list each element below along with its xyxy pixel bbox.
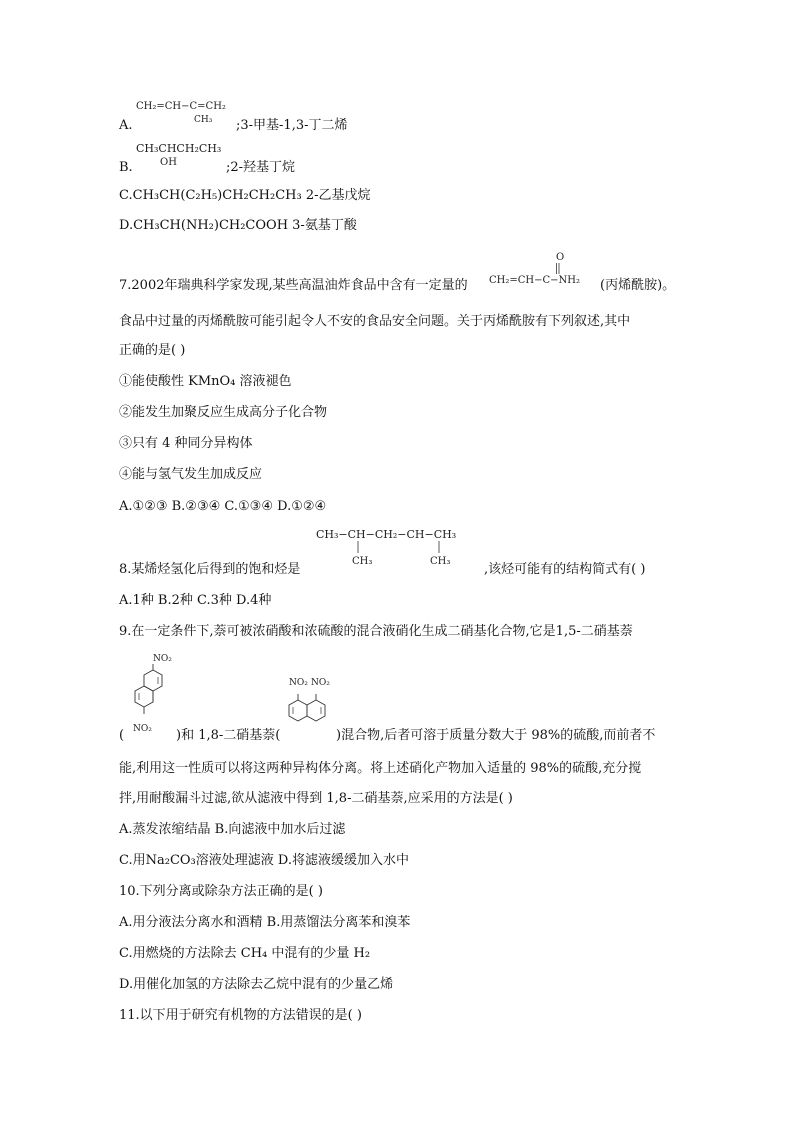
q7-structure-acrylamide: CH₂=CH−C−NH₂ bbox=[489, 275, 581, 286]
q8-stem-a: 8.某烯烃氢化后得到的饱和烃是 bbox=[119, 562, 301, 577]
q6-optA-methyl-branch: CH₃ bbox=[194, 115, 213, 125]
q9-paren-open: ( bbox=[119, 728, 125, 743]
q8-choices: A.1种 B.2种 C.3种 D.4种 bbox=[119, 593, 272, 608]
q9-line-3: 能,利用这一性质可以将这两种异构体分离。将上述硝化产物加入适量的 98%的硫酸,充分搅 bbox=[119, 761, 642, 776]
q7-item-2: ②能发生加聚反应生成高分子化合物 bbox=[119, 405, 328, 420]
q7-stem-b: (丙烯酰胺)。 bbox=[600, 278, 676, 293]
q9-tail-text: )混合物,后者可溶于质量分数大于 98%的硫酸,而前者不 bbox=[336, 728, 656, 743]
q9-mol1-nitro-bottom: NO₂ bbox=[133, 724, 152, 734]
q9-mol2-nitro-right: NO₂ bbox=[311, 678, 330, 688]
q6-optC: C.CH₃CH(C₂H₅)CH₂CH₂CH₃ 2-乙基戊烷 bbox=[119, 188, 371, 203]
q11-stem: 11.以下用于研究有机物的方法错误的是( ) bbox=[119, 1008, 362, 1023]
q7-line-3: 正确的是( ) bbox=[119, 343, 186, 358]
q9-choices-ab: A.蒸发浓缩结晶 B.向滤液中加水后过滤 bbox=[119, 822, 346, 837]
q9-mol1-naphthalene-rings bbox=[122, 664, 182, 728]
q9-line-4: 拌,用耐酸漏斗过滤,欲从滤液中得到 1,8-二硝基萘,应采用的方法是( ) bbox=[119, 791, 513, 806]
q8-branch-1: CH₃ bbox=[352, 556, 373, 567]
q9-mol2-naphthalene-rings bbox=[282, 690, 342, 736]
q6-optB-letter: B. bbox=[119, 160, 133, 175]
q7-item-4: ④能与氢气发生加成反应 bbox=[119, 467, 263, 482]
q9-mid-text: )和 1,8-二硝基萘( bbox=[176, 728, 281, 743]
q9-line-1: 9.在一定条件下,萘可被浓硝酸和浓硫酸的混合液硝化生成二硝基化合物,它是1,5-二硝基萘 bbox=[119, 624, 633, 639]
q10-choice-c: C.用燃烧的方法除去 CH₄ 中混有的少量 H₂ bbox=[119, 946, 371, 961]
q10-choice-d: D.用催化加氢的方法除去乙烷中混有的少量乙烯 bbox=[119, 977, 394, 992]
q6-optB-hydroxyl-branch: OH bbox=[160, 157, 177, 168]
q9-mol2-nitro-left: NO₂ bbox=[289, 678, 308, 688]
q7-item-3: ③只有 4 种同分异构体 bbox=[119, 436, 253, 451]
q6-optB-name: ;2-羟基丁烷 bbox=[226, 160, 296, 175]
q7-choices: A.①②③ B.②③④ C.①③④ D.①②④ bbox=[119, 499, 327, 514]
q9-choices-cd: C.用Na₂CO₃溶液处理滤液 D.将滤液缓缓加入水中 bbox=[119, 853, 409, 868]
q6-optD: D.CH₃CH(NH₂)CH₂COOH 3-氨基丁酸 bbox=[119, 218, 357, 233]
q6-optA-formula: CH₂=CH−C=CH₂ bbox=[136, 101, 226, 112]
q6-optA-name: ;3-甲基-1,3-丁二烯 bbox=[236, 118, 348, 133]
q6-optA-letter: A. bbox=[119, 118, 133, 133]
q6-optB-formula: CH₃CHCH₂CH₃ bbox=[136, 142, 222, 155]
q8-stem-b: ,该烃可能有的结构简式有( ) bbox=[484, 562, 646, 577]
q10-choices-ab: A.用分液法分离水和酒精 B.用蒸馏法分离苯和溴苯 bbox=[119, 915, 411, 930]
q7-item-1: ①能使酸性 KMnO₄ 溶液褪色 bbox=[119, 374, 292, 389]
q10-stem: 10.下列分离或除杂方法正确的是( ) bbox=[119, 884, 323, 899]
q7-stem-a: 7.2002年瑞典科学家发现,某些高温油炸食品中含有一定量的 bbox=[119, 278, 468, 293]
q9-mol1-nitro-top: NO₂ bbox=[153, 654, 172, 664]
q8-structure-main: CH₃−CH−CH₂−CH−CH₃ bbox=[316, 528, 457, 541]
q8-branch-2: CH₃ bbox=[430, 556, 451, 567]
q8-branch-bonds bbox=[356, 541, 456, 555]
q7-line-2: 食品中过量的丙烯酰胺可能引起令人不安的食品安全问题。关于丙烯酰胺有下列叙述,其中 bbox=[119, 314, 631, 329]
q7-carbonyl-double-bond bbox=[555, 263, 561, 275]
q7-structure-oxygen: O bbox=[556, 252, 565, 263]
